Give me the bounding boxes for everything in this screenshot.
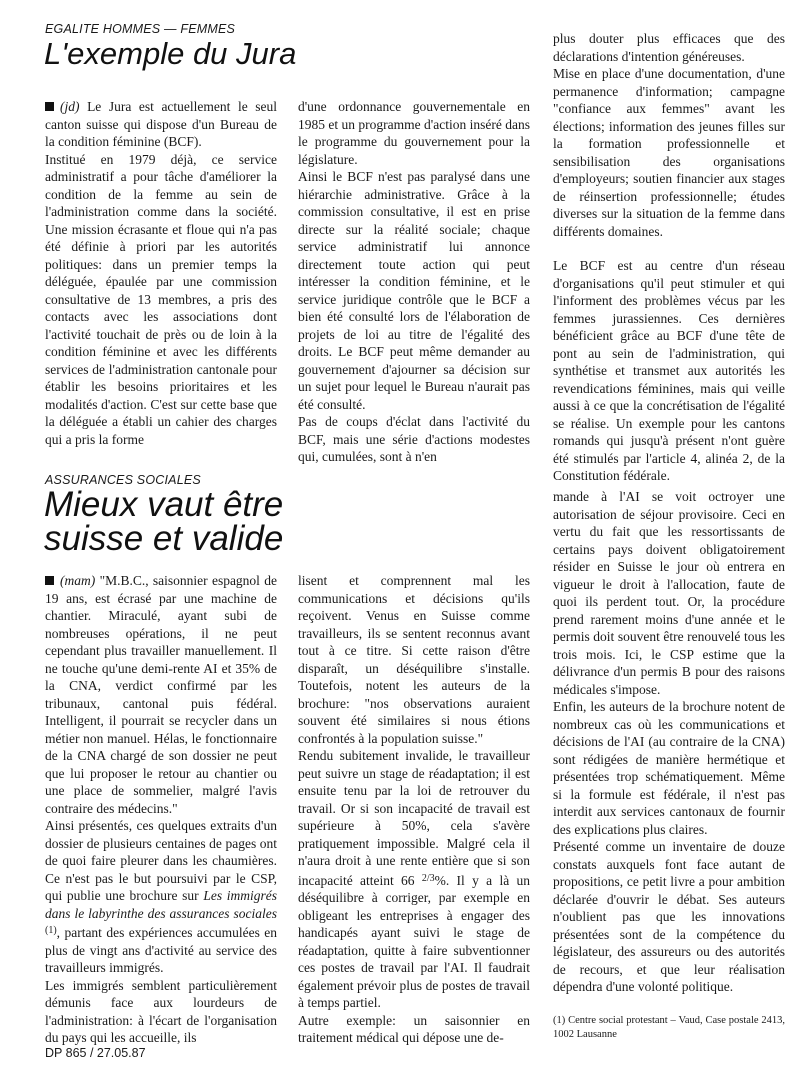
article2-paragraph: Autre exemple: un saisonnier en traitement médical qui dépose une de-: [298, 1012, 530, 1045]
paragraph-text: Le Jura est actuellement le seul canton suisse qui dispose d'un Bureau de la condition féminine (BCF).: [45, 99, 278, 149]
article1-column-2: [298, 98, 530, 468]
headline-mieux-vaut-etre-suisse: [44, 485, 284, 558]
article1-column-1: [45, 98, 277, 468]
byline: (mam): [60, 573, 96, 588]
article2-paragraph: [298, 747, 530, 1012]
article1-paragraph: Mise en place d'une documentation, d'une permanence d'information; campagne "confiance aux femmes" avant les élections; information des jeunes filles sur la formation professionnelle et sensibilisation des organisations d'employeurs; soutien financier aux stages de réinsertion professionnelle; études diverses sur la situation de la femme dans différents domaines.: [553, 66, 785, 239]
article1-column-3: [553, 30, 785, 483]
article1-paragraph: Le BCF est au centre d'un réseau d'organisations qu'il peut stimuler et qui l'informent des problèmes vécus par les femmes jurassiennes. Ces dernières bénéficient grâce au BCF d'une tête de pont au sein de l'administration, qui synthétise et transmet aux autorités les revendications féminines, mais qui veille aussi à ce que la concrétisation de l'égalité se réalise. Un exemple pour les cantons romands qui jusqu'à présent n'ont guère été stimulés par l'article 4, alinéa 2, de la Constitution fédérale.: [553, 258, 785, 483]
bullet-square-icon: [45, 102, 54, 111]
article2-paragraph: lisent et comprennent mal les communications et décisions qu'ils reçoivent. Venus en Suisse comme travailleurs, ils se sentent reconnus avant tout à ce titre. Si cette raison d'être disparaît, un déséquilibre s'installe. Toutefois, notent les auteurs de la brochure: "nos observations auraient souvent été similaires si nous étions confrontés à la population suisse.": [298, 573, 530, 746]
paragraph-text: , partant des expériences accumulées en plus de vingt ans d'activité au service des travailleurs immigrés.: [45, 925, 277, 975]
article1-paragraph: d'une ordonnance gouvernementale en 1985 et un programme d'action inséré dans le programme du gouvernement pour la législature.: [298, 99, 530, 167]
bullet-square-icon: [45, 576, 54, 585]
byline: (jd): [60, 99, 80, 114]
footnote: (1) Centre social protestant – Vaud, Case postale 2413, 1002 Lausanne: [553, 1014, 785, 1040]
article1-paragraph: Pas de coups d'éclat dans l'activité du BCF, mais une série d'actions modestes qui, cumulées, sont à n'en: [298, 414, 530, 464]
article2-paragraph: Enfin, les auteurs de la brochure notent de nombreux cas où les communications et décisions de l'AI (au contraire de la CNA) sont rédigées de manière hermétique et présentées trop schématiquement. Même si la formule est fédérale, il n'est pas interdit aux services cantonaux de fournir des explications plus claires.: [553, 699, 785, 837]
article2-column-1: [45, 572, 277, 1045]
article2-paragraph: mande à l'AI se voit octroyer une autorisation de séjour provisoire. Ceci en vertu du fait que les ressortissants de certains pays doivent obligatoirement résider en Suisse le jour où entrera en vigueur le droit à l'allocation, faute de quoi ils perdent tout. Or, la procédure prend rarement moins d'une année et le permis doit souvent être renouvelé tous les trois mois. Ici, le CSP estime que la délivrance d'un permis B pour des raisons médicales s'impose.: [553, 489, 785, 697]
headline-line-1: Mieux vaut être: [44, 485, 284, 524]
article2-paragraph: Les immigrés semblent particulièrement démunis face aux lourdeurs de l'administration: à l'écart de l'organisation du pays qui les accueille, ils: [45, 977, 277, 1045]
article2-paragraph: Présenté comme un inventaire de douze constats auxquels font face autant de propositions, ce petit livre a pour ambition déclarée d'ouvrir le débat. Ses auteurs n'oublient pas que les innovations présentées sont de la compétence du législateur, des assureurs ou des autorités de recours, et que leur réalisation dépendra d'une volonté politique.: [553, 839, 785, 994]
fraction: 2/3: [421, 872, 435, 884]
footnote-ref: (1): [45, 925, 57, 936]
paragraph-text: "M.B.C., saisonnier espagnol de 19 ans, est écrasé par une machine de chantier. Miraculé, ayant subi de nombreuses opérations, il ne peut cependant plus travailler manuellement. Il ne touche qu'une demi-rente AI et 35% de la CNA, verdict confirmé par les tribunaux, cantonal puis fédéral. Intelligent, il pourrait se recycler dans un métier non manuel. Hélas, le fonctionnaire de la CNA chargé de son dossier ne peut que lui proposer le retour au chantier ou une place de sommelier, malgré l'avis contraire des médecins.": [45, 573, 277, 816]
section-kicker-assurances: ASSURANCES SOCIALES: [45, 473, 201, 487]
article2-paragraph: [45, 572, 277, 817]
article1-paragraph: plus douter plus efficaces que des déclarations d'intention généreuses.: [553, 31, 785, 64]
article2-paragraph: [45, 817, 277, 977]
article2-column-2: [298, 572, 530, 1045]
book-title: Les immigrés dans le labyrinthe des assurances sociales: [45, 888, 277, 921]
headline-line-2: suisse et valide: [44, 519, 284, 558]
article1-paragraph: Institué en 1979 déjà, ce service administratif a pour tâche d'améliorer la condition de la femme au sein de l'administration comme dans la société. Une mission écrasante et floue qui n'a pas été définie à priori par les autorités politiques: dans un premier temps la déléguée, épaulée par une commission consultative de 13 membres, a pris des contacts avec les associations dont l'activité touchait de près ou de loin à la condition féminine et avec les différents services de l'administration cantonale pour établir les besoins prioritaires et les modalités d'action. C'est sur cette base que la déléguée a établi un cahier des charges qui a pris la forme: [45, 151, 277, 447]
headline-exemple-du-jura: L'exemple du Jura: [44, 36, 297, 71]
article1-paragraph: [45, 98, 277, 151]
paragraph-text: Ainsi présentés, ces quelques extraits d'un dossier de plusieurs centaines de pages ont de quoi faire pleurer dans les chaumières. Ce n'est pas le but poursuivi par le CSP, qui publie une brochure sur: [45, 818, 277, 903]
section-kicker-egalite: EGALITE HOMMES — FEMMES: [45, 22, 236, 36]
paragraph-text: Rendu subitement invalide, le travailleur peut suivre un stage de réadaptation; il est ensuite tenu par la loi de retrouver du travail. Or si son incapacité de travail est supérieure à 50%, cela s'avère pratiquement impossible. Malgré cela il n'aura droit à une rente entière que si son incapacité atteint 66: [298, 748, 530, 888]
article2-column-3: [553, 488, 785, 1048]
article1-paragraph: Ainsi le BCF n'est pas paralysé dans une hiérarchie administrative. Grâce à la commission consultative, il est en prise directe sur la réalité sociale; chaque service administratif lui annonce directement toute action qui peut intéresser la condition féminine, et le service juridique contrôle que le BCF a bien été consulté lors de l'élaboration de projets de loi au titre de l'égalité des droits. Le BCF peut même demander au gouvernement d'ajourner sa décision sur un sujet pour lequel le Bureau n'aurait pas été consulté.: [298, 169, 530, 412]
page-folio: DP 865 / 27.05.87: [45, 1046, 146, 1060]
paragraph-text: %. Il y a là un déséquilibre à corriger, par exemple en obligeant les entreprises à engager des handicapés ayant suivi le stage de réadaptation, quitte à faire subventionner ces postes de travail par l'AI. Il faudrait également prévoir plus de postes de travail à temps partiel.: [298, 872, 530, 1010]
